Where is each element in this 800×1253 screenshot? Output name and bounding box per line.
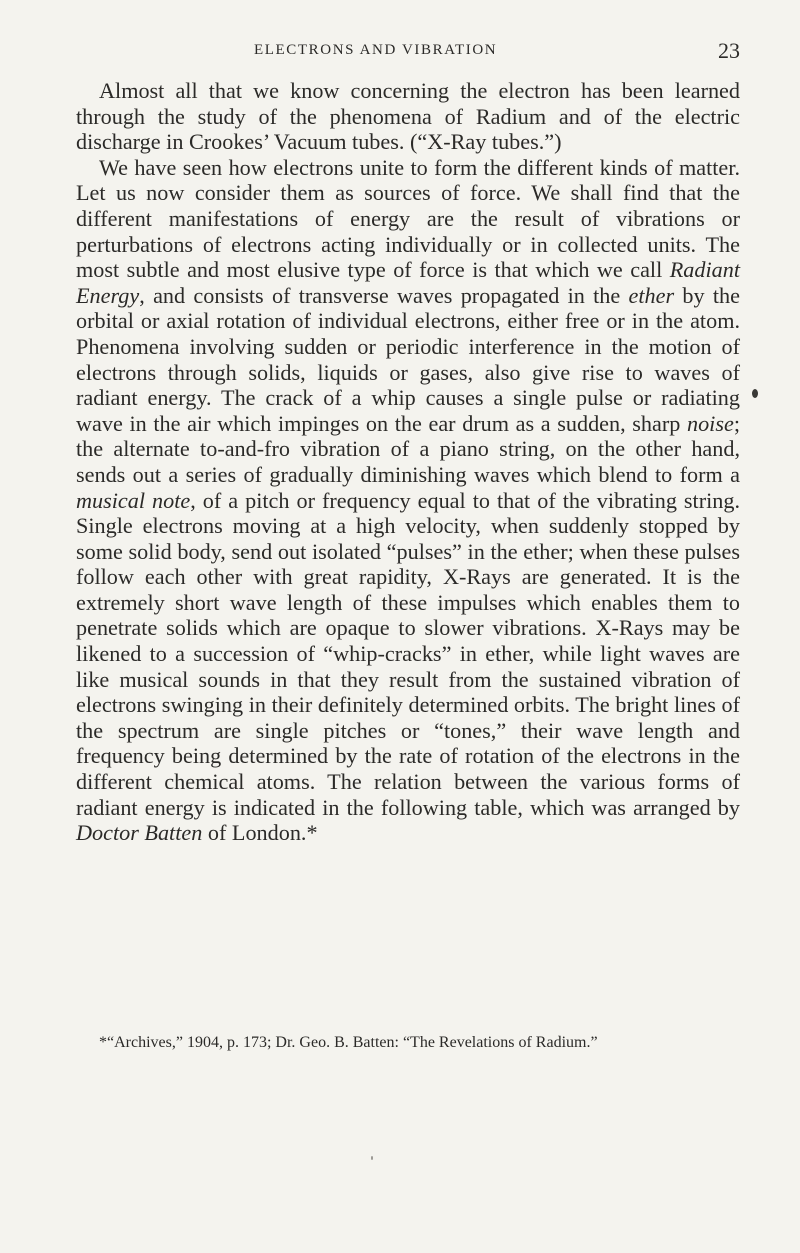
noise-emphasis: noise xyxy=(686,410,734,436)
paragraph-2-text-1: We have seen how electrons unite to form the different kinds of matter. Let us now consider them as sources of force. We shall find that the different manifestations of energy are the result of vibrations or perturbations of electrons acting individually or in collected units. The most subtle and most elusive type of force is that which we call xyxy=(76,154,740,283)
paragraph-2-text-6: of London.* xyxy=(202,820,318,846)
running-title: ELECTRONS AND VIBRATION xyxy=(254,42,498,58)
musical-note-emphasis: musical note xyxy=(76,487,191,513)
footnote xyxy=(76,1033,740,1052)
running-head xyxy=(76,38,740,62)
ether-emphasis: ether xyxy=(628,282,675,308)
body-text xyxy=(76,78,740,846)
page-number: 23 xyxy=(718,38,740,63)
paragraph-2-text-5: , of a pitch or frequency equal to that of the vibrating string. Single electrons moving at a high velocity, when suddenly stopped by some solid body, send out isolated “pulses” in the ether; when these pulses follow each other with great rapidity, X-Rays are generated. It is the extremely short wave length of these impulses which enables them to penetrate solids which are opaque to slower vibrations. X-Rays may be likened to a succession of “whip-cracks” in ether, while light waves are like musical sounds in that they result from the sustained vibration of electrons swinging in their definitely determined orbits. The bright lines of the spectrum are single pitches or “tones,” their wave length and frequency being determined by the rate of rotation of the electrons in the different chemical atoms. The relation between the various forms of radiant energy is indicated in the following table, which was arranged by xyxy=(76,487,740,820)
radiant-energy-emphasis: Radiant Energy xyxy=(76,257,740,308)
paragraph-2-text-4: ; the alternate to-and-fro vibration of a piano string, on the other hand, sends out a series of gradually diminishing waves which blend to form a xyxy=(76,410,740,487)
footnote-text: *“Archives,” 1904, p. 173; Dr. Geo. B. Batten: “The Revelations of Radium.” xyxy=(99,1034,598,1051)
doctor-batten-emphasis: Doctor Batten xyxy=(76,820,203,846)
margin-ink-speck xyxy=(752,389,758,398)
scan-speck xyxy=(371,1156,373,1160)
paragraph-2-text-3: by the orbital or axial rotation of individual electrons, either free or in the atom. Phenomena involving sudden or periodic interference in the motion of electrons through solids, liquids or gases, also give rise to waves of radiant energy. The crack of a whip causes a single pulse or radiating wave in the air which impinges on the ear drum as a sudden, sharp xyxy=(76,282,741,436)
paragraph-2-text-2: , and consists of transverse waves propagated in the xyxy=(139,282,629,308)
paragraph-2 xyxy=(76,155,740,846)
paragraph-1: Almost all that we know concerning the electron has been learned through the study of the phenomena of Radium and of the electric discharge in Crookes’ Vacuum tubes. (“X-Ray tubes.”) xyxy=(76,78,740,155)
